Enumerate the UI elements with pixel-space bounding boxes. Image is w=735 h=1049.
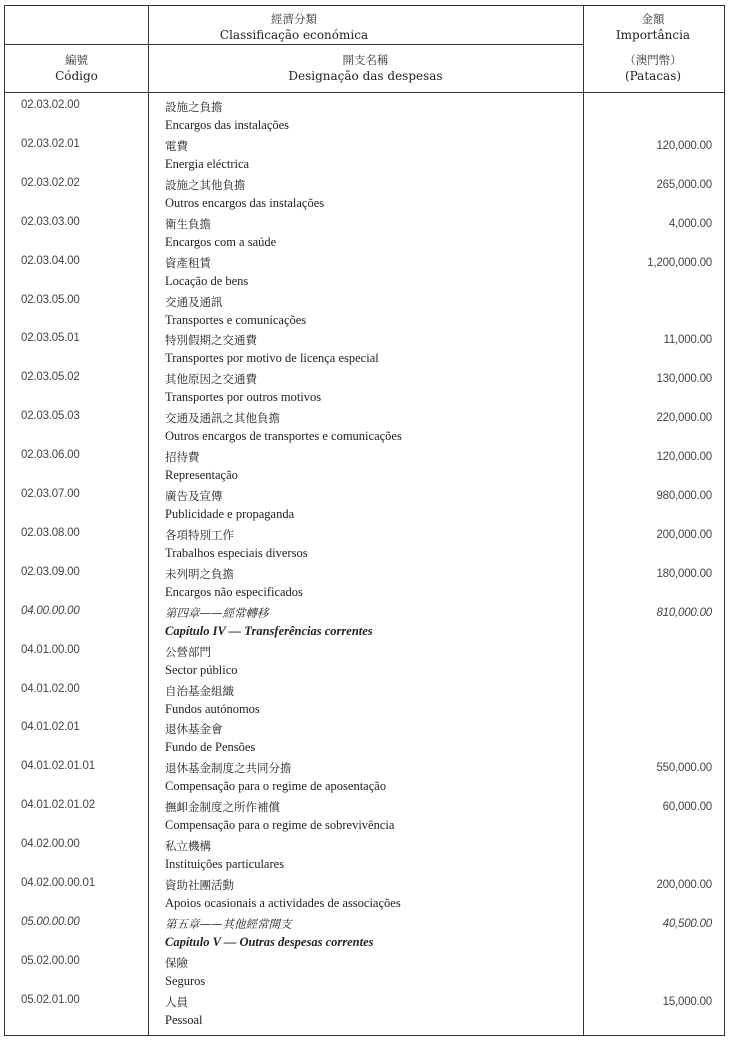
row-designation-zh: 交通及通訊	[165, 294, 223, 309]
row-code: 02.03.05.01	[21, 332, 80, 345]
row-amount: 4,000.00	[668, 217, 712, 230]
row-designation-pt: Compensação para o regime de sobrevivência	[165, 818, 395, 833]
row-designation-pt: Publicidade e propaganda	[165, 507, 295, 521]
row-designation-zh: 退休基金會	[165, 722, 223, 737]
table-row	[5, 527, 724, 566]
table-row	[5, 760, 724, 799]
row-code: 02.03.04.00	[21, 254, 80, 267]
amount-header	[583, 11, 723, 43]
row-code: 05.02.01.00	[21, 993, 80, 1006]
row-designation-zh: 資產租賃	[165, 255, 211, 270]
classification-header-pt: Classificação económica	[219, 28, 369, 42]
row-designation-zh: 衛生負擔	[165, 216, 211, 231]
row-code: 02.03.02.02	[21, 176, 80, 189]
table-row	[5, 799, 724, 838]
row-designation-pt: Pessoal	[165, 1012, 203, 1027]
amount-header-zh: 金額	[641, 12, 665, 26]
row-designation-zh: 招待費	[165, 450, 200, 465]
row-designation-zh: 資助社團活動	[165, 878, 234, 892]
row-amount: 40,500.00	[662, 917, 712, 930]
row-code: 05.02.00.00	[21, 954, 80, 967]
row-amount: 130,000.00	[656, 373, 712, 386]
row-code: 02.03.05.02	[21, 371, 80, 384]
row-designation-zh: 私立機構	[165, 839, 211, 854]
table-row	[5, 566, 724, 605]
budget-table	[4, 5, 725, 1036]
table-row	[5, 294, 724, 333]
row-designation-pt: Instituições particulares	[165, 857, 285, 872]
row-designation-zh: 設施之負擔	[165, 100, 223, 114]
designation-header	[148, 52, 583, 84]
table-row	[5, 683, 724, 722]
row-code: 02.03.02.00	[21, 99, 80, 111]
row-code: 04.02.00.00.01	[21, 877, 95, 889]
row-amount: 120,000.00	[656, 139, 712, 152]
row-designation-pt: Encargos com a saúde	[165, 234, 277, 249]
designation-header-pt: Designação das despesas	[288, 69, 443, 83]
row-amount: 180,000.00	[656, 567, 712, 580]
row-designation-pt: Outros encargos das instalações	[165, 195, 325, 210]
classification-header	[5, 11, 583, 43]
row-amount: 220,000.00	[656, 412, 712, 425]
row-code: 04.01.02.01.01	[21, 760, 95, 773]
table-row	[5, 138, 724, 177]
chapter-row	[5, 605, 724, 644]
row-code: 02.03.05.03	[21, 410, 80, 423]
row-designation-pt: Outros encargos de transportes e comunicações	[165, 429, 402, 444]
row-amount: 120,000.00	[656, 451, 712, 464]
header-divider-bottom	[5, 92, 724, 93]
row-designation-zh: 第四章——經常轉移	[165, 605, 269, 620]
row-designation-zh: 自治基金組織	[165, 683, 234, 698]
classification-header-zh: 經濟分類	[271, 12, 317, 26]
code-header	[5, 52, 148, 84]
chapter-row	[5, 916, 724, 955]
table-row	[5, 255, 724, 294]
row-designation-pt: Capítulo V — Outras despesas correntes	[165, 934, 374, 949]
row-code: 02.03.07.00	[21, 488, 80, 500]
currency-header-zh: （澳門幣）	[624, 53, 682, 67]
row-designation-pt: Transportes e comunicações	[165, 312, 307, 327]
table-row	[5, 371, 724, 410]
row-designation-pt: Transportes por outros motivos	[165, 390, 322, 405]
row-amount: 1,200,000.00	[647, 256, 712, 269]
row-designation-pt: Transportes por motivo de licença especial	[165, 351, 379, 366]
row-amount: 200,000.00	[656, 879, 712, 891]
row-designation-pt: Sector público	[165, 662, 238, 677]
row-designation-pt: Encargos das instalações	[165, 118, 290, 132]
code-header-zh: 編號	[65, 53, 88, 67]
table-row	[5, 955, 724, 994]
row-designation-zh: 公營部門	[165, 644, 211, 659]
row-designation-zh: 特別假期之交通費	[165, 333, 257, 348]
row-designation-pt: Capítulo IV — Transferências correntes	[165, 623, 373, 638]
row-code: 04.01.02.00	[21, 682, 80, 695]
row-designation-pt: Encargos não especificados	[165, 584, 303, 599]
row-amount: 810,000.00	[656, 606, 712, 619]
row-designation-pt: Locação de bens	[165, 273, 249, 288]
row-designation-zh: 撫卹金制度之所作補償	[165, 800, 280, 815]
row-designation-pt: Seguros	[165, 973, 206, 988]
row-code: 02.03.05.00	[21, 293, 80, 306]
row-designation-zh: 各項特別工作	[165, 527, 234, 542]
row-code: 02.03.09.00	[21, 565, 80, 578]
table-row	[5, 877, 724, 916]
row-code: 04.01.00.00	[21, 643, 80, 656]
row-designation-zh: 設施之其他負擔	[165, 177, 246, 192]
row-code: 02.03.06.00	[21, 449, 80, 462]
row-amount: 265,000.00	[656, 178, 712, 191]
row-amount: 550,000.00	[656, 762, 712, 775]
table-row	[5, 994, 724, 1033]
amount-header-pt: Importância	[615, 28, 691, 42]
row-code: 02.03.08.00	[21, 526, 80, 539]
row-designation-pt: Compensação para o regime de aposentação	[165, 779, 387, 794]
row-amount: 11,000.00	[663, 334, 712, 347]
row-code: 04.02.00.00	[21, 838, 80, 851]
table-row	[5, 216, 724, 255]
table-row	[5, 449, 724, 488]
row-code: 04.01.02.01.02	[21, 799, 95, 812]
row-designation-pt: Representação	[165, 468, 238, 483]
row-code: 02.03.02.01	[21, 137, 80, 150]
table-row	[5, 410, 724, 449]
row-code: 04.00.00.00	[21, 604, 80, 617]
table-row	[5, 332, 724, 371]
table-row	[5, 177, 724, 216]
code-header-pt: Código	[55, 69, 98, 83]
currency-header-pt: (Patacas)	[624, 69, 682, 83]
row-designation-zh: 電費	[165, 138, 188, 153]
row-designation-zh: 廣告及宣傳	[165, 489, 223, 503]
row-code: 04.01.02.01	[21, 721, 80, 734]
row-amount: 15,000.00	[662, 995, 712, 1008]
row-designation-pt: Fundo de Pensões	[165, 740, 256, 755]
row-designation-pt: Energia eléctrica	[165, 156, 250, 171]
row-code: 02.03.03.00	[21, 215, 80, 228]
row-code: 05.00.00.00	[21, 915, 80, 928]
row-designation-zh: 未列明之負擔	[165, 566, 234, 581]
row-amount: 980,000.00	[656, 490, 712, 502]
row-designation-pt: Fundos autónomos	[165, 701, 260, 716]
currency-header	[583, 52, 723, 84]
row-amount: 200,000.00	[656, 528, 712, 541]
row-designation-zh: 交通及通訊之其他負擔	[165, 411, 280, 426]
table-row	[5, 488, 724, 527]
row-amount: 60,000.00	[662, 801, 712, 814]
header-divider-top	[5, 44, 584, 45]
row-designation-pt: Trabalhos especiais diversos	[165, 545, 308, 560]
designation-header-zh: 開支名稱	[342, 53, 389, 67]
table-row	[5, 644, 724, 683]
table-row	[5, 99, 724, 138]
row-designation-zh: 保險	[165, 955, 188, 970]
row-designation-pt: Apoios ocasionais a actividades de associações	[165, 896, 401, 910]
table-row	[5, 721, 724, 760]
row-designation-zh: 其他原因之交通費	[165, 372, 257, 387]
row-designation-zh: 人員	[165, 994, 188, 1009]
table-row	[5, 838, 724, 877]
row-designation-zh: 退休基金制度之共同分擔	[165, 761, 292, 776]
row-designation-zh: 第五章——其他經常開支	[165, 916, 292, 931]
